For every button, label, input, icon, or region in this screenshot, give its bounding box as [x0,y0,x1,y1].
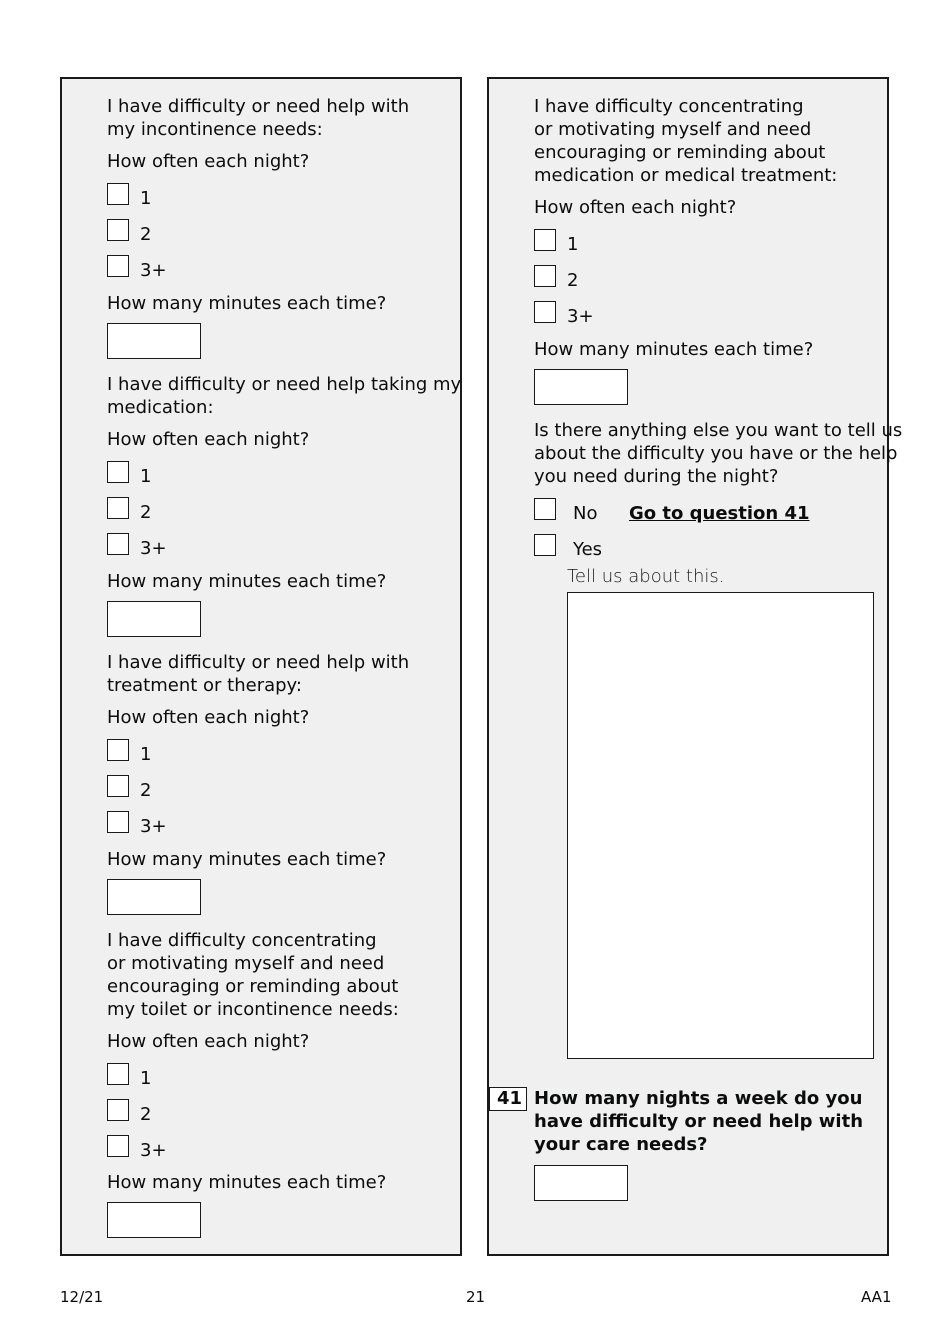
question-number: 41 [489,1087,527,1111]
checkbox-3-plus[interactable] [107,1135,129,1157]
option-label: 2 [140,1104,152,1125]
checkbox-yes[interactable] [534,534,556,556]
how-often-label: How often each night? [107,429,310,450]
minutes-input[interactable] [107,601,201,637]
go-to-question-41-link[interactable]: Go to question 41 [629,503,810,524]
minutes-input[interactable] [107,879,201,915]
option-label: 3+ [140,816,167,837]
checkbox-no[interactable] [534,498,556,520]
option-label: 1 [140,1068,152,1089]
checkbox-3-plus[interactable] [107,533,129,555]
checkbox-3-plus[interactable] [534,301,556,323]
option-label: 2 [567,270,579,291]
form-code: AA1 [861,1288,892,1306]
minutes-label: How many minutes each time? [534,339,814,360]
option-label: 1 [140,188,152,209]
section-heading: I have difficulty concentrating or motivating myself and need encouraging or reminding about medication or medical treatment: [534,96,838,186]
checkbox-1[interactable] [107,461,129,483]
option-label: 1 [567,234,579,255]
option-label: 2 [140,224,152,245]
checkbox-1[interactable] [534,229,556,251]
option-label: 1 [140,466,152,487]
option-label: 1 [140,744,152,765]
how-often-label: How often each night? [107,707,310,728]
option-label: 3+ [140,538,167,559]
checkbox-3-plus[interactable] [107,811,129,833]
minutes-label: How many minutes each time? [107,293,387,314]
minutes-input[interactable] [107,1202,201,1238]
checkbox-1[interactable] [107,183,129,205]
option-label: 2 [140,780,152,801]
checkbox-2[interactable] [534,265,556,287]
minutes-input[interactable] [534,369,628,405]
checkbox-2[interactable] [107,775,129,797]
minutes-label: How many minutes each time? [107,849,387,870]
tell-us-hint: Tell us about this. [567,566,725,587]
how-often-label: How often each night? [107,151,310,172]
section-heading: I have difficulty concentrating or motivating myself and need encouraging or reminding about my toilet or incontinence needs: [107,930,399,1020]
page-number: 21 [466,1288,486,1306]
nights-per-week-input[interactable] [534,1165,628,1201]
how-often-label: How often each night? [107,1031,310,1052]
option-label: 3+ [567,306,594,327]
minutes-input[interactable] [107,323,201,359]
section-heading: I have difficulty or need help taking my medication: [107,374,462,418]
footer-date: 12/21 [60,1288,104,1306]
option-label: 3+ [140,260,167,281]
question-41-text: How many nights a week do you have difficulty or need help with your care needs? [534,1088,864,1155]
tell-us-textarea[interactable] [567,592,874,1059]
checkbox-2[interactable] [107,497,129,519]
option-label: 3+ [140,1140,167,1161]
checkbox-1[interactable] [107,739,129,761]
checkbox-2[interactable] [107,1099,129,1121]
minutes-label: How many minutes each time? [107,1172,387,1193]
checkbox-3-plus[interactable] [107,255,129,277]
yes-label: Yes [573,539,603,560]
section-heading: I have difficulty or need help with treatment or therapy: [107,652,410,696]
option-label: 2 [140,502,152,523]
how-often-label: How often each night? [534,197,737,218]
no-label: No [573,503,598,524]
minutes-label: How many minutes each time? [107,571,387,592]
checkbox-2[interactable] [107,219,129,241]
section-heading: I have difficulty or need help with my incontinence needs: [107,96,410,140]
anything-else-question: Is there anything else you want to tell us about the difficulty you have or the help you need during the night? [534,420,903,487]
checkbox-1[interactable] [107,1063,129,1085]
